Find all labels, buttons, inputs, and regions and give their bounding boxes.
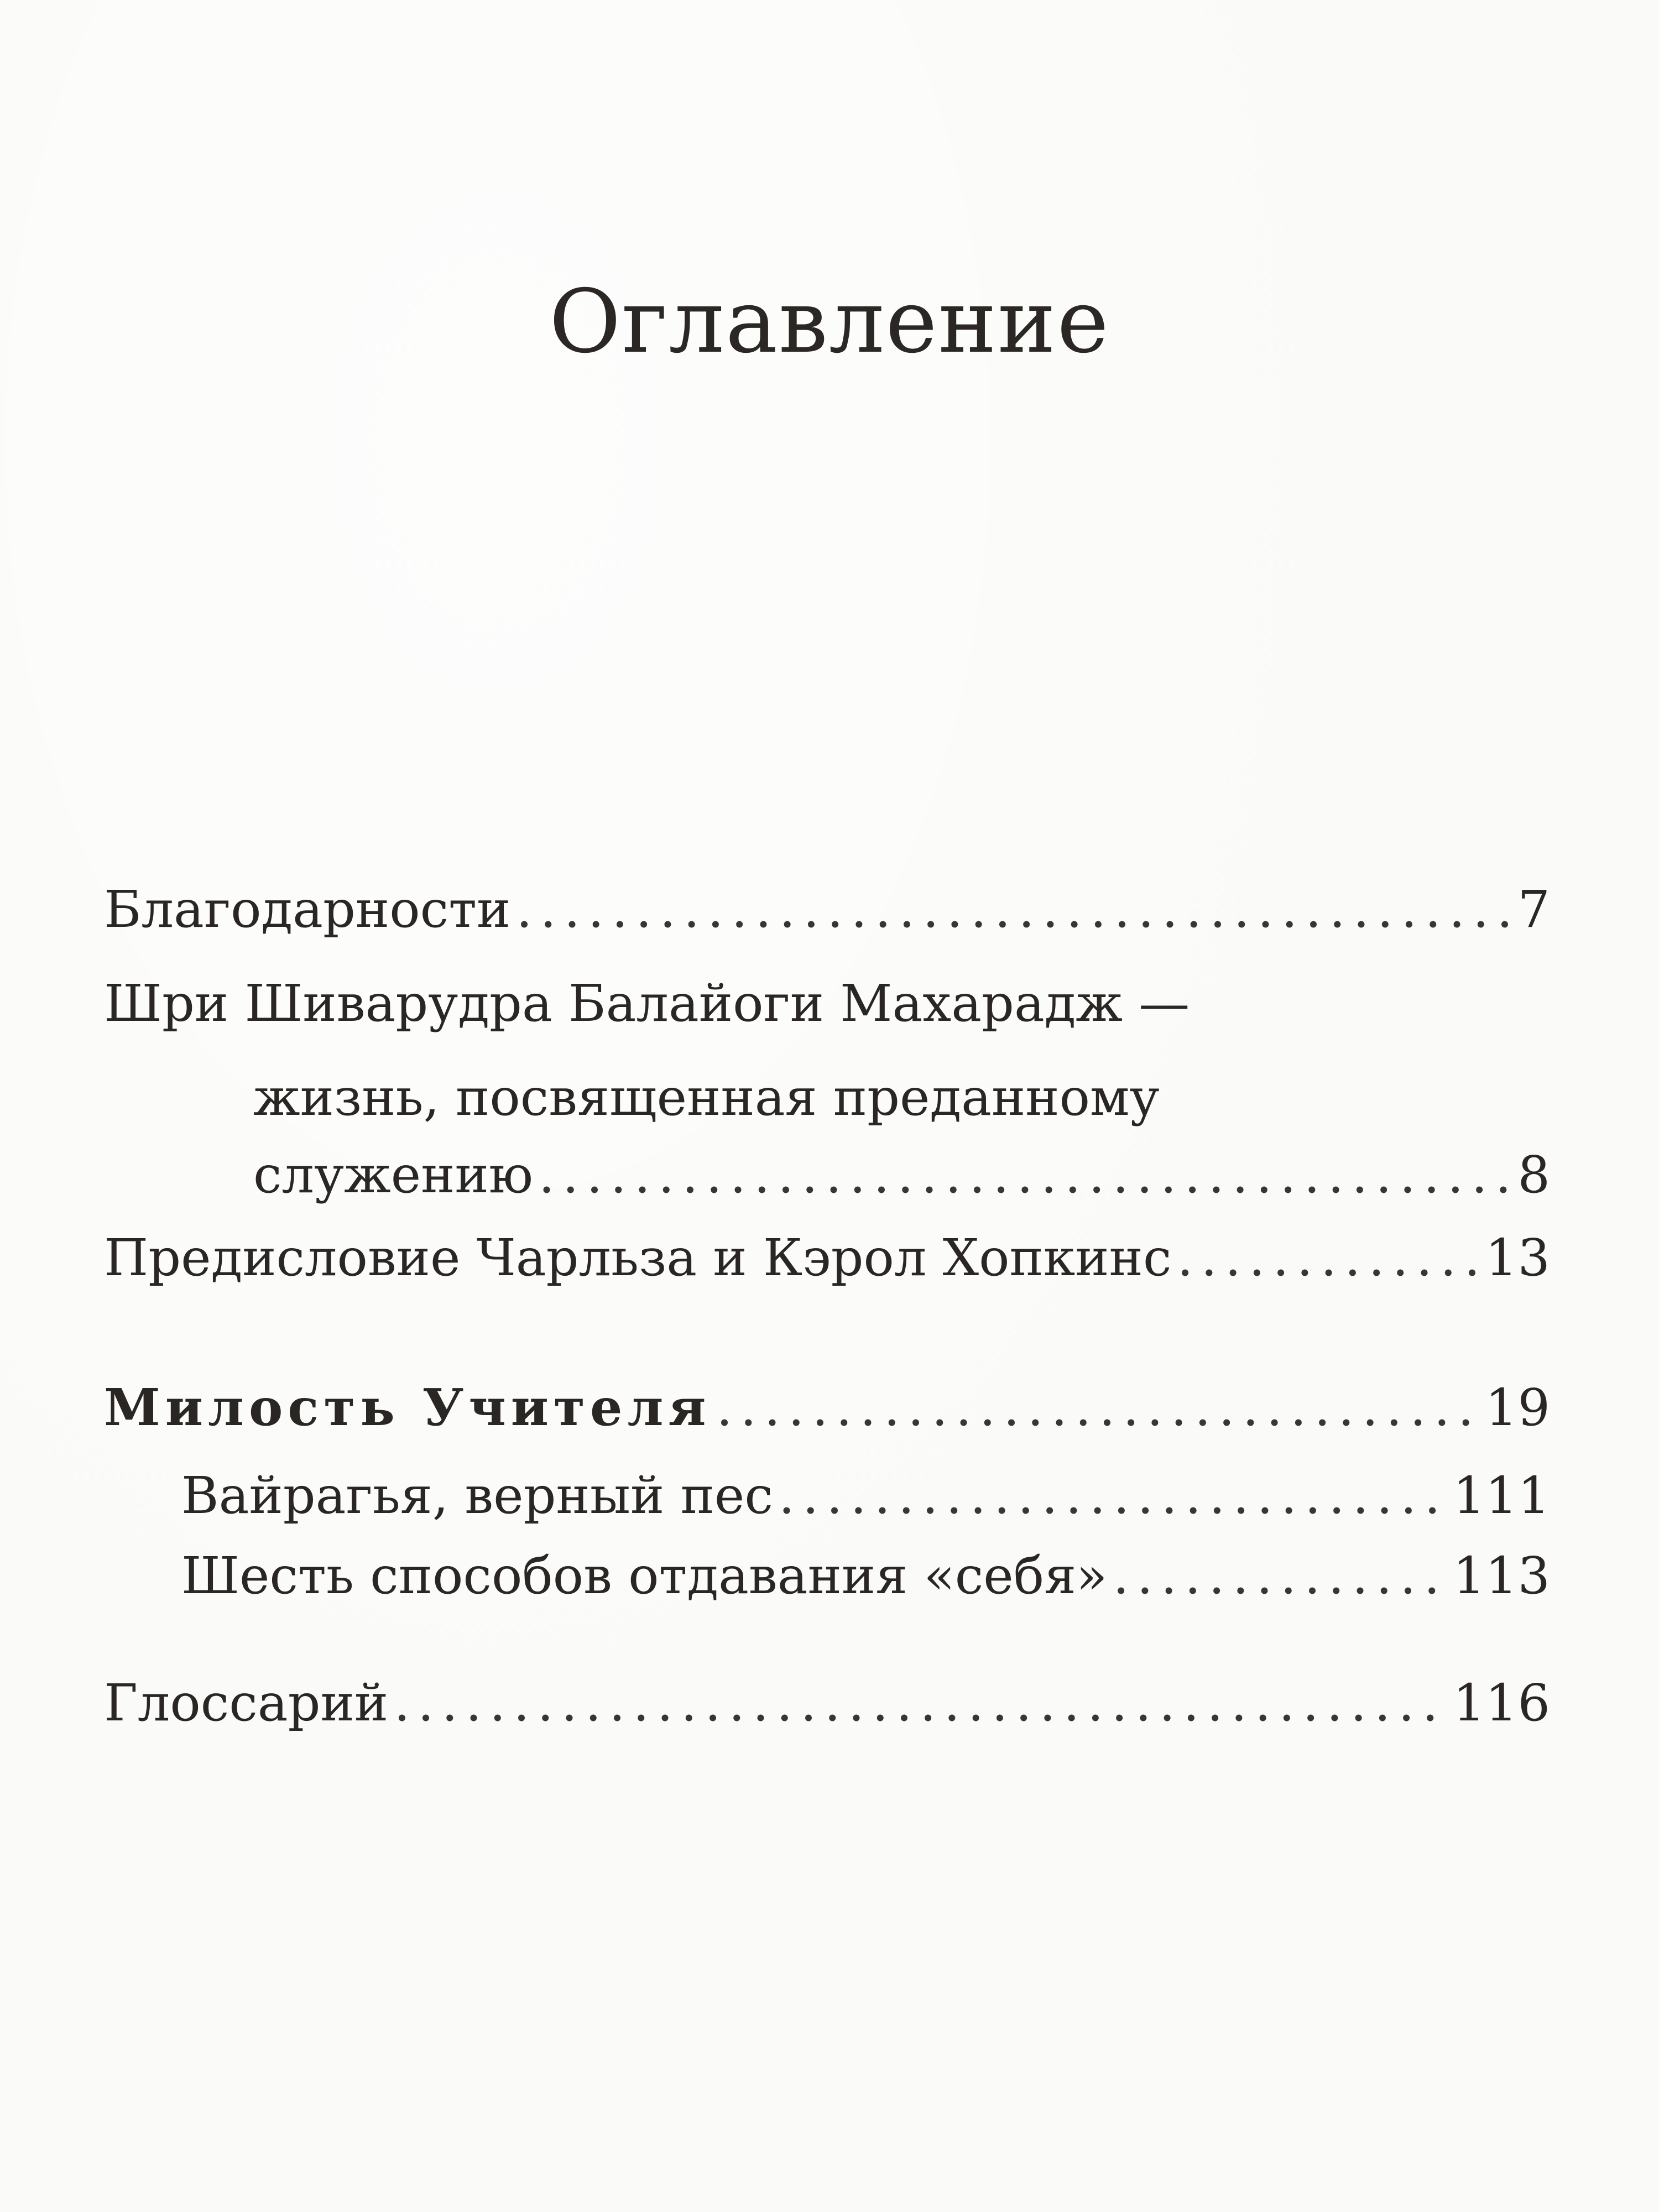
toc-entry-page: 8 <box>1517 1145 1550 1204</box>
dot-leader <box>716 1366 1480 1449</box>
dot-leader <box>516 868 1512 951</box>
toc-entry <box>104 1217 1550 1300</box>
toc-entry <box>104 1662 1550 1745</box>
dot-leader <box>394 1662 1447 1745</box>
dot-leader <box>1177 1217 1479 1300</box>
toc-entry-title: служению <box>253 1145 533 1204</box>
toc-entry <box>104 868 1550 951</box>
toc-entry-title: жизнь, посвященная преданному <box>253 1068 1160 1127</box>
toc-entry-title: Шесть способов отдавания «себя» <box>181 1546 1108 1605</box>
toc-entry-continuation <box>253 1134 1550 1217</box>
toc-entry-page: 19 <box>1485 1378 1550 1437</box>
toc-entry <box>104 962 1550 1045</box>
toc-entry-title: Глоссарий <box>104 1673 389 1733</box>
toc-entry-page: 7 <box>1517 880 1550 939</box>
toc-entry-title: Вайрагья, верный пес <box>181 1466 773 1525</box>
toc-part-title: Милость Учителя <box>104 1378 711 1437</box>
dot-leader <box>779 1454 1448 1537</box>
dot-leader <box>539 1134 1512 1217</box>
toc-entry-page: 111 <box>1453 1466 1550 1525</box>
dot-leader <box>1113 1535 1447 1618</box>
toc-entry-title: Благодарности <box>104 880 511 939</box>
toc-entry-continuation <box>253 1056 1550 1139</box>
toc-subentry <box>181 1535 1550 1618</box>
toc-entry-page: 116 <box>1453 1673 1550 1733</box>
page-title: Оглавление <box>549 271 1110 373</box>
toc-entry-title: Шри Шиварудра Балайоги Махарадж — <box>104 974 1190 1033</box>
toc-subentry <box>181 1454 1550 1537</box>
toc-entry-page: 13 <box>1485 1228 1550 1287</box>
toc-part-entry <box>104 1366 1550 1449</box>
toc-entry-title: Предисловие Чарльза и Кэрол Хопкинс <box>104 1228 1172 1287</box>
toc-entry-page: 113 <box>1453 1546 1550 1605</box>
